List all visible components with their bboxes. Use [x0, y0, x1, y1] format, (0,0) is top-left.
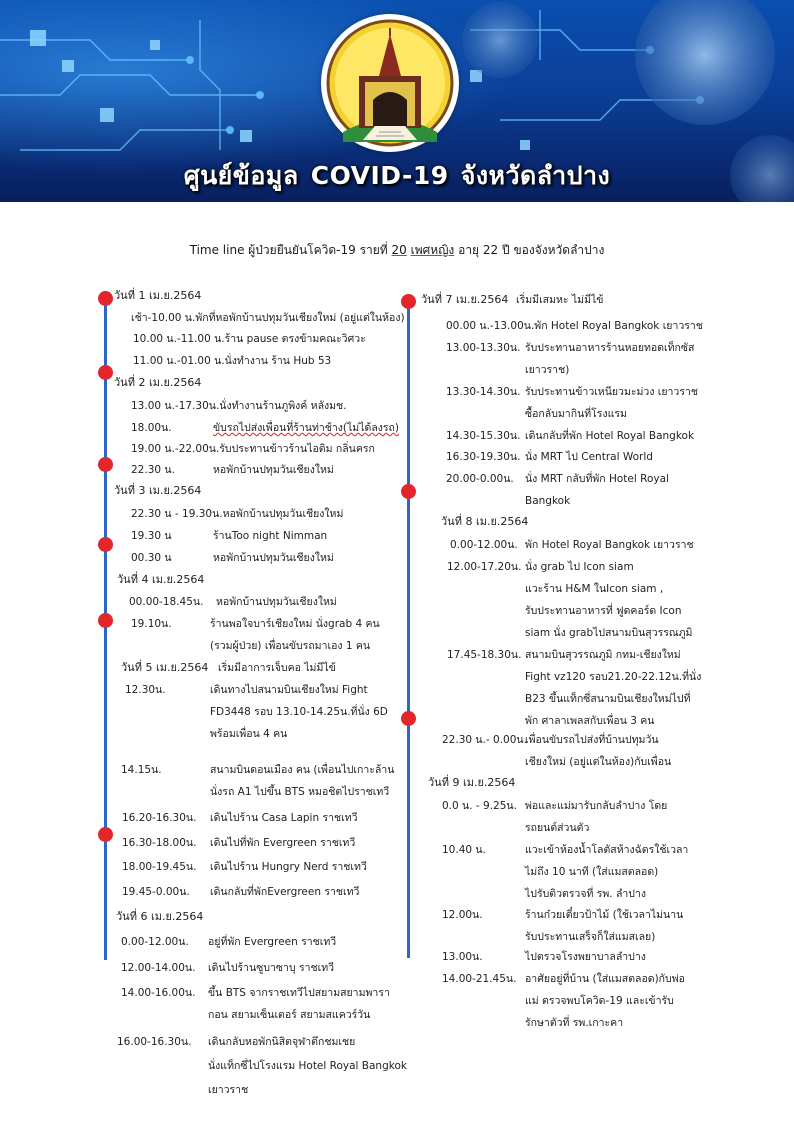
timeline-entry — [125, 680, 401, 744]
entry-time: 12.00-17.20น. — [447, 561, 522, 573]
entry-text: 19.00 น.-22.00น.รับประทานข้าวร้านไอติม กลิ่นครก — [131, 443, 375, 455]
entry-text: (รวมผู้ป่วย) เพื่อนขับรถมาเอง 1 คน — [210, 640, 371, 652]
entry-time: 16.30-19.30น. — [446, 451, 521, 463]
entry-text: ซื้อกลับมากินที่โรงแรม — [525, 408, 627, 420]
timeline-entry — [131, 396, 347, 416]
entry-text: B23 ขึ้นแท็กซี่สนามบินเชียงใหม่ไปที่ — [525, 693, 691, 705]
entry-text: พร้อมเพื่อน 4 คน — [210, 728, 288, 740]
age-label: อายุ — [458, 243, 480, 257]
entry-text: เดินทางไปสนามบินเชียงใหม่ Fight — [210, 684, 368, 696]
entry-text: แวะเข้าห้องน้ำโลตัสห้างฉัตรใช้เวลา — [525, 844, 689, 856]
entry-text: รับประทานข้าวเหนียวมะม่วง เยาวราช — [525, 386, 698, 398]
gender: เพศหญิง — [410, 243, 455, 257]
entry-time: 0.00-12.00น. — [450, 539, 518, 551]
timeline-entry — [131, 439, 375, 459]
entry-time: 19.45-0.00น. — [122, 886, 190, 898]
lampang-province-seal — [321, 14, 459, 152]
entry-time: 22.30 น. — [131, 464, 175, 476]
timeline-dot — [401, 294, 416, 309]
entry-text: หอพักบ้านปทุมวันเชียงใหม่ — [213, 552, 334, 564]
entry-text: นั่งรถ A1 ไปขึ้น BTS หมอชิตไปราชเทวี — [210, 786, 390, 798]
entry-text: 11.00 น.-01.00 น.นั่งทำงาน ร้าน Hub 53 — [133, 355, 332, 367]
day-heading: วันที่ 8 เม.ย.2564 — [441, 515, 529, 528]
timeline-entry — [446, 316, 703, 336]
timeline-entry — [133, 351, 331, 371]
entry-text: กอน สยามเซ็นเตอร์ สยามสแควร์วัน — [208, 1009, 371, 1021]
entry-text: เดินไปร้าน Casa Lapin ราชเทวี — [210, 812, 358, 824]
day-heading: วันที่ 2 เม.ย.2564 — [114, 376, 202, 389]
entry-time: 18.00น. — [131, 422, 172, 434]
entry-text: แวะร้าน H&M ในIcon siam , — [525, 583, 664, 595]
entry-text: เดินไปร้านซูบาซาบุ ราชเทวี — [208, 962, 335, 974]
entry-time: 14.30-15.30น. — [446, 430, 521, 442]
entry-text: รับประทานอาหารที่ ฟูดคอร์ด Icon — [525, 605, 682, 617]
entry-text: 10.00 น.-11.00 น.ร้าน pause ตรงข้ามคณะวิศวะ — [133, 333, 366, 345]
entry-text: 22.30 น - 19.30น.หอพักบ้านปทุมวันเชียงใหม่ — [131, 508, 344, 520]
banner-title-part: จังหวัดลำปาง — [460, 161, 611, 190]
timeline-entry — [121, 760, 401, 802]
entry-time: 17.45-18.30น. — [447, 649, 522, 661]
entry-time: 13.00-13.30น. — [446, 342, 521, 354]
entry-text: ขึ้น BTS จากราชเทวีไปสยามสยามพารา — [208, 987, 390, 999]
entry-text: ไปรับติวตรวจที่ รพ. ลำปาง — [525, 888, 646, 900]
timeline-entry — [446, 469, 746, 511]
heading-prefix: Time line ผู้ป่วยยืนยันโควิด-19 รายที่ — [189, 243, 388, 257]
entry-text: เชียงใหม่ (อยู่แต่ในห้อง)กับเพื่อน — [525, 756, 672, 768]
timeline-entry — [442, 905, 747, 947]
entry-text: เริ่มมีอาการเจ็บคอ ไม่มีไข้ — [218, 662, 336, 674]
entry-text: สนามบินดอนเมือง คน (เพื่อนไปเกาะล้าน — [210, 764, 395, 776]
case-number: 20 — [391, 243, 407, 257]
entry-text: เยาวราช — [208, 1084, 249, 1096]
entry-text: พัก Hotel Royal Bangkok เยาวราช — [525, 539, 694, 551]
day-heading: วันที่ 1 เม.ย.2564 — [114, 289, 202, 302]
entry-text: พัก ศาลาเพลสกับเพื่อน 3 คน — [525, 715, 655, 727]
entry-text: เดินไปที่พัก Evergreen ราชเทวี — [210, 837, 356, 849]
timeline-entry — [446, 338, 746, 380]
timeline-line-left — [104, 298, 107, 960]
entry-text: เดินกลับหอพักนิสิตจุฬาตึกชมเชย — [208, 1036, 356, 1048]
timeline-dot — [98, 827, 113, 842]
timeline-dot — [98, 613, 113, 628]
timeline-entry — [117, 1032, 407, 1098]
entry-time: 18.00-19.45น. — [122, 861, 197, 873]
day-heading: วันที่ 3 เม.ย.2564 — [114, 484, 202, 497]
entry-text: อาศัยอยู่ที่บ้าน (ใส่แมสตลอด)กับพ่อ — [525, 973, 685, 985]
day-heading: วันที่ 5 เม.ย.2564 — [121, 661, 209, 674]
entry-text: นั่ง MRT ไป Central World — [525, 451, 653, 463]
banner-title — [0, 156, 794, 196]
entry-text: ไปตรวจโรงพยาบาลลำปาง — [525, 951, 646, 963]
day-heading: วันที่ 4 เม.ย.2564 — [117, 573, 205, 586]
entry-text: หอพักบ้านปทุมวันเชียงใหม่ — [216, 596, 337, 608]
entry-time: 12.00-14.00น. — [121, 962, 196, 974]
entry-text: รักษาตัวที่ รพ.เกาะคา — [525, 1017, 624, 1029]
entry-text: 13.00 น.-17.30น.นั่งทำงานร้านภูพิงค์ หลังมช. — [131, 400, 347, 412]
entry-text: เดินกลับที่พักEvergreen ราชเทวี — [210, 886, 360, 898]
timeline-entry — [447, 645, 747, 731]
timeline-dot — [401, 711, 416, 726]
timeline-entry — [133, 329, 366, 349]
entry-time: 19.10น. — [131, 618, 172, 630]
day-heading: วันที่ 6 เม.ย.2564 — [116, 910, 204, 923]
entry-text: ไม่ถึง 10 นาที (ใส่แมสตลอด) — [525, 866, 659, 878]
entry-time: 0.00-12.00น. — [121, 936, 189, 948]
entry-text: 00.00 น.-13.00น.พัก Hotel Royal Bangkok เยาวราช — [446, 320, 703, 332]
timeline-dot — [401, 484, 416, 499]
timeline-line-right — [407, 300, 410, 958]
entry-time: 20.00-0.00น. — [446, 473, 514, 485]
entry-text: Bangkok — [525, 495, 571, 507]
entry-time: 14.15น. — [121, 764, 162, 776]
timeline-entry — [442, 730, 747, 772]
entry-text: อยู่ที่พัก Evergreen ราชเทวี — [208, 936, 337, 948]
timeline-entry — [447, 557, 747, 643]
entry-time: 10.40 น. — [442, 844, 486, 856]
entry-text: Fight vz120 รอบ21.20-22.12น.ที่นั่ง — [525, 671, 702, 683]
timeline-entry — [446, 382, 746, 424]
timeline-dot — [98, 291, 113, 306]
entry-time: 16.30-18.00น. — [122, 837, 197, 849]
entry-time: 16.00-16.30น. — [117, 1036, 192, 1048]
entry-time: 16.20-16.30น. — [122, 812, 197, 824]
timeline-dot — [98, 537, 113, 552]
entry-text: ร้านToo night Nimman — [213, 530, 328, 542]
entry-text: นั่ง MRT กลับที่พัก Hotel Royal — [525, 473, 669, 485]
entry-time: 14.00-16.00น. — [121, 987, 196, 999]
entry-text: เดินไปร้าน Hungry Nerd ราชเทวี — [210, 861, 367, 873]
entry-text: นั่งแท็กซี่ไปโรงแรม Hotel Royal Bangkok — [208, 1060, 407, 1072]
timeline-entry — [131, 614, 401, 656]
timeline-dot — [98, 457, 113, 472]
heading-suffix: ปี ของจังหวัดลำปาง — [502, 243, 605, 257]
entry-text: ร้านพอใจบาร์เชียงใหม่ นั่งgrab 4 คน — [210, 618, 380, 630]
entry-time: 0.0 น. - 9.25น. — [442, 800, 517, 812]
entry-text: รถยนต์ส่วนตัว — [525, 822, 590, 834]
entry-time: 00.30 น — [131, 552, 172, 564]
entry-text: เยาวราช) — [525, 364, 570, 376]
entry-time: 22.30 น.- 0.00น. — [442, 734, 527, 746]
entry-time: 00.00-18.45น. — [129, 596, 204, 608]
timeline-entry — [121, 983, 401, 1025]
entry-text: ขับรถไปส่งเพื่อนที่ร้านท่าช้าง(ไม่ได้ลงรถ) — [213, 422, 399, 434]
entry-time: 19.30 น — [131, 530, 172, 542]
entry-text: รับประทานเสร็จก็ใส่แมสเลย) — [525, 931, 656, 943]
entry-text: นั่ง grab ไป Icon siam — [525, 561, 634, 573]
entry-text: เริ่มมีเสมหะ ไม่มีไข้ — [516, 294, 604, 306]
entry-text: siam นั่ง grabไปสนามบินสุวรรณภูมิ — [525, 627, 693, 639]
entry-time: 13.30-14.30น. — [446, 386, 521, 398]
entry-time: 14.00-21.45น. — [442, 973, 517, 985]
header-banner — [0, 0, 794, 202]
entry-time: 13.00น. — [442, 951, 483, 963]
timeline-entry — [131, 504, 343, 524]
day-heading: วันที่ 9 เม.ย.2564 — [428, 776, 516, 789]
entry-text: FD3448 รอบ 13.10-14.25น.ที่นั่ง 6D — [210, 706, 388, 718]
entry-text: ร้านก๋วยเตี๋ยวป้าไม้ (ใช้เวลาไม่นาน — [525, 909, 684, 921]
entry-text: เดินกลับที่พัก Hotel Royal Bangkok — [525, 430, 695, 442]
day-heading: วันที่ 7 เม.ย.2564 — [421, 293, 509, 306]
timeline-dot — [98, 365, 113, 380]
age-value: 22 — [482, 243, 499, 257]
entry-text: สนามบินสุวรรณภูมิ กทม-เชียงใหม่ — [525, 649, 681, 661]
banner-title-part: COVID-19 — [310, 161, 449, 190]
entry-text: หอพักบ้านปทุมวันเชียงใหม่ — [213, 464, 334, 476]
banner-title-part: ศูนย์ข้อมูล — [183, 161, 299, 190]
entry-time: 12.00น. — [442, 909, 483, 921]
timeline-entry — [442, 796, 747, 838]
entry-text: เพื่อนขับรถไปส่งที่บ้านปทุมวัน — [525, 734, 659, 746]
entry-text: เช้า-10.00 น.พักที่หอพักบ้านปทุมวันเชียงใหม่ (อยู่แต่ในห้อง) — [131, 312, 405, 324]
entry-text: แม่ ตรวจพบโควิด-19 และเข้ารับ — [525, 995, 674, 1007]
timeline-entry — [131, 308, 405, 328]
entry-time: 12.30น. — [125, 684, 166, 696]
entry-text: รับประทานอาหารร้านหอยทอดเท็กซัส — [525, 342, 695, 354]
entry-text: พ่อและแม่มารับกลับลำปาง โดย — [525, 800, 668, 812]
timeline-entry — [442, 840, 747, 904]
timeline-entry — [442, 969, 747, 1033]
document-heading — [0, 241, 794, 260]
